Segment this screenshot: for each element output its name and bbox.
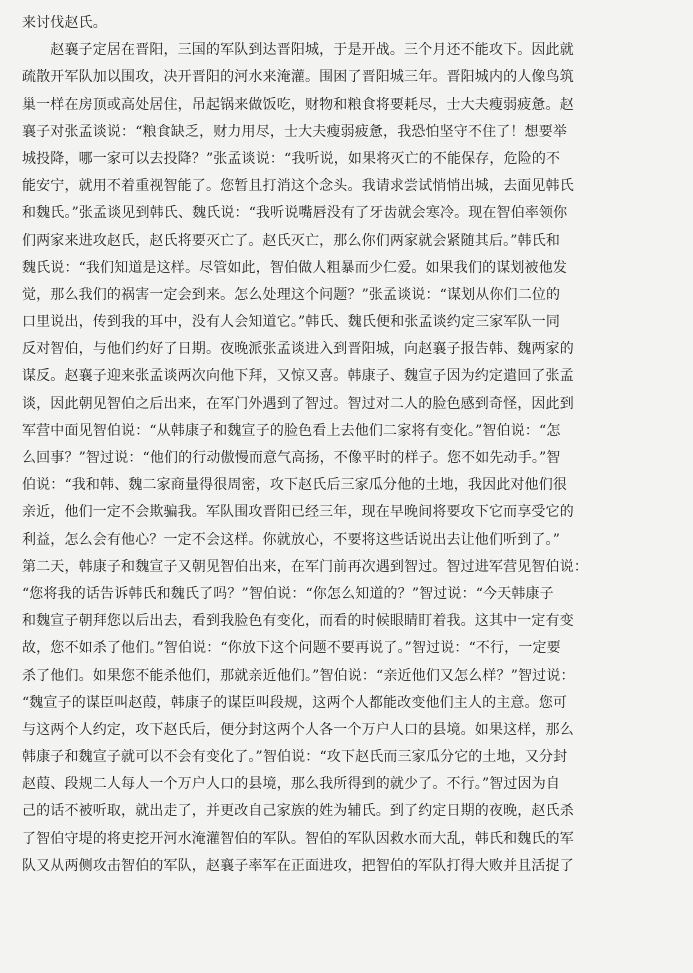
text-line: 赵襄子定居在晋阳，三国的军队到达晋阳城，于是开战。三个月还不能攻下。因此就 [22, 42, 574, 59]
text-line: 谈，因此朝见智伯之后出来，在军门外遇到了智过。智过对二人的脸色感到奇怪，因此到 [22, 395, 574, 412]
text-line: 了智伯守堤的将吏挖开河水淹灌智伯的军队。智伯的军队因救水而大乱，韩氏和魏氏的军 [22, 830, 574, 847]
text-line: “魏宣子的谋臣叫赵葭，韩康子的谋臣叫段规，这两个人都能改变他们主人的主意。您可 [22, 694, 568, 711]
text-line: 们两家来进攻赵氏，赵氏将要灭亡了。赵氏灭亡，那么你们两家就会紧随其后。”韩氏和 [22, 232, 561, 249]
text-line: 觉，那么我们的祸害一定会到来。怎么处理这个问题？”张孟谈说：“谋划从你们二位的 [22, 286, 561, 303]
text-line: 与这两个人约定，攻下赵氏后，便分封这两个人各一个万户人口的县境。如果这样，那么 [22, 721, 574, 738]
text-line: 队又从两侧攻击智伯的军队，赵襄子率军在正面进攻，把智伯的军队打得大败并且活捉了 [22, 857, 574, 874]
text-line [22, 934, 681, 961]
text-line: 赵葭、段规二人每人一个万户人口的县境，那么我所得到的就少了。不行。”智过因为自 [22, 776, 561, 793]
text-line: 魏氏说：“我们知道是这样。尽管如此，智伯做人粗暴而少仁爱。如果我们的谋划被他发 [22, 259, 568, 276]
text-line: 城投降，哪一家可以去投降？”张孟谈说：“我听说，如果将灭亡的不能保存，危险的不 [22, 150, 561, 167]
text-line [22, 880, 681, 907]
text-line: 故，您不如杀了他们。”智伯说：“你放下这个问题不要再说了。”智过说：“不行，一定要 [22, 640, 561, 657]
text-line: 能安宁，就用不着重视智能了。您暂且打消这个念头。我请求尝试悄悄出城，去面见韩氏 [22, 178, 574, 195]
text-line: 伯说：“我和韩、魏二家商量得很周密，攻下赵氏后三家瓜分他的土地，我因此对他们很 [22, 477, 568, 494]
text-line: 杀了他们。如果您不能杀他们，那就亲近他们。”智伯说：“亲近他们又怎么样？”智过说： [22, 667, 575, 684]
text-line: 反对智伯，与他们约好了日期。夜晚派张孟谈进入到晋阳城，向赵襄子报告韩、魏两家的 [22, 341, 574, 358]
text-line: 亲近，他们一定不会欺骗我。军队围攻晋阳已经三年，现在早晚间将要攻下它而享受它的 [22, 504, 574, 521]
text-line: 第二天，韩康子和魏宣子又朝见智伯出来，在军门前再次遇到智过。智过进军营见智伯说： [22, 558, 588, 575]
text-line: 军营中面见智伯说：“从韩康子和魏宣子的脸色看上去他们二家将有变化。”智伯说：“怎 [22, 422, 561, 439]
text-line: 和魏氏。”张孟谈见到韩氏、魏氏说：“我听说嘴唇没有了牙齿就会寒冷。现在智伯率领你 [22, 205, 568, 222]
text-line: 巢一样在房顶或高处居住，吊起锅来做饭吃，财物和粮食将要耗尽，士大夫瘦弱疲惫。赵 [22, 96, 574, 113]
text-line: 谋反。赵襄子迎来张孟谈两次向他下拜，又惊又喜。韩康子、魏宣子因为约定遣回了张孟 [22, 368, 574, 385]
text-line: 疏散开军队加以围攻，决开晋阳的河水来淹灌。围困了晋阳城三年。晋阳城内的人像鸟筑 [22, 69, 574, 86]
text-line: “您将我的话告诉韩氏和魏氏了吗？”智伯说：“你怎么知道的？”智过说：“今天韩康子 [22, 585, 554, 602]
text-line: 么回事？”智过说：“他们的行动傲慢而意气高扬，不像平时的样子。您不如先动手。”智 [22, 450, 561, 466]
text-line: 和魏宣子朝拜您以后出去，看到我脸色有变化，而看的时候眼睛盯着我。这其中一定有变 [22, 613, 574, 630]
text-line: 口里说出，传到我的耳中，没有人会知道它。”韩氏、魏氏便和张孟谈约定三家军队一同 [22, 314, 561, 331]
text-line [22, 907, 681, 934]
text-line: 己的话不被听取，就出走了，并更改自己家族的姓为辅氏。到了约定日期的夜晚，赵氏杀 [22, 803, 574, 820]
text-line: 韩康子和魏宣子就可以不会有变化了。”智伯说：“攻下赵氏而三家瓜分它的土地，又分封 [22, 749, 568, 766]
text-line: 利益，怎么会有他心？一定不会这样。你就放心，不要将这些话说出去让他们听到了。” [22, 531, 561, 548]
text-line: 来讨伐赵氏。 [22, 15, 107, 31]
text-line: 襄子对张孟谈说：“粮食缺乏，财力用尽，士大夫瘦弱疲惫，我恐怕坚守不住了！想要举 [22, 123, 568, 140]
